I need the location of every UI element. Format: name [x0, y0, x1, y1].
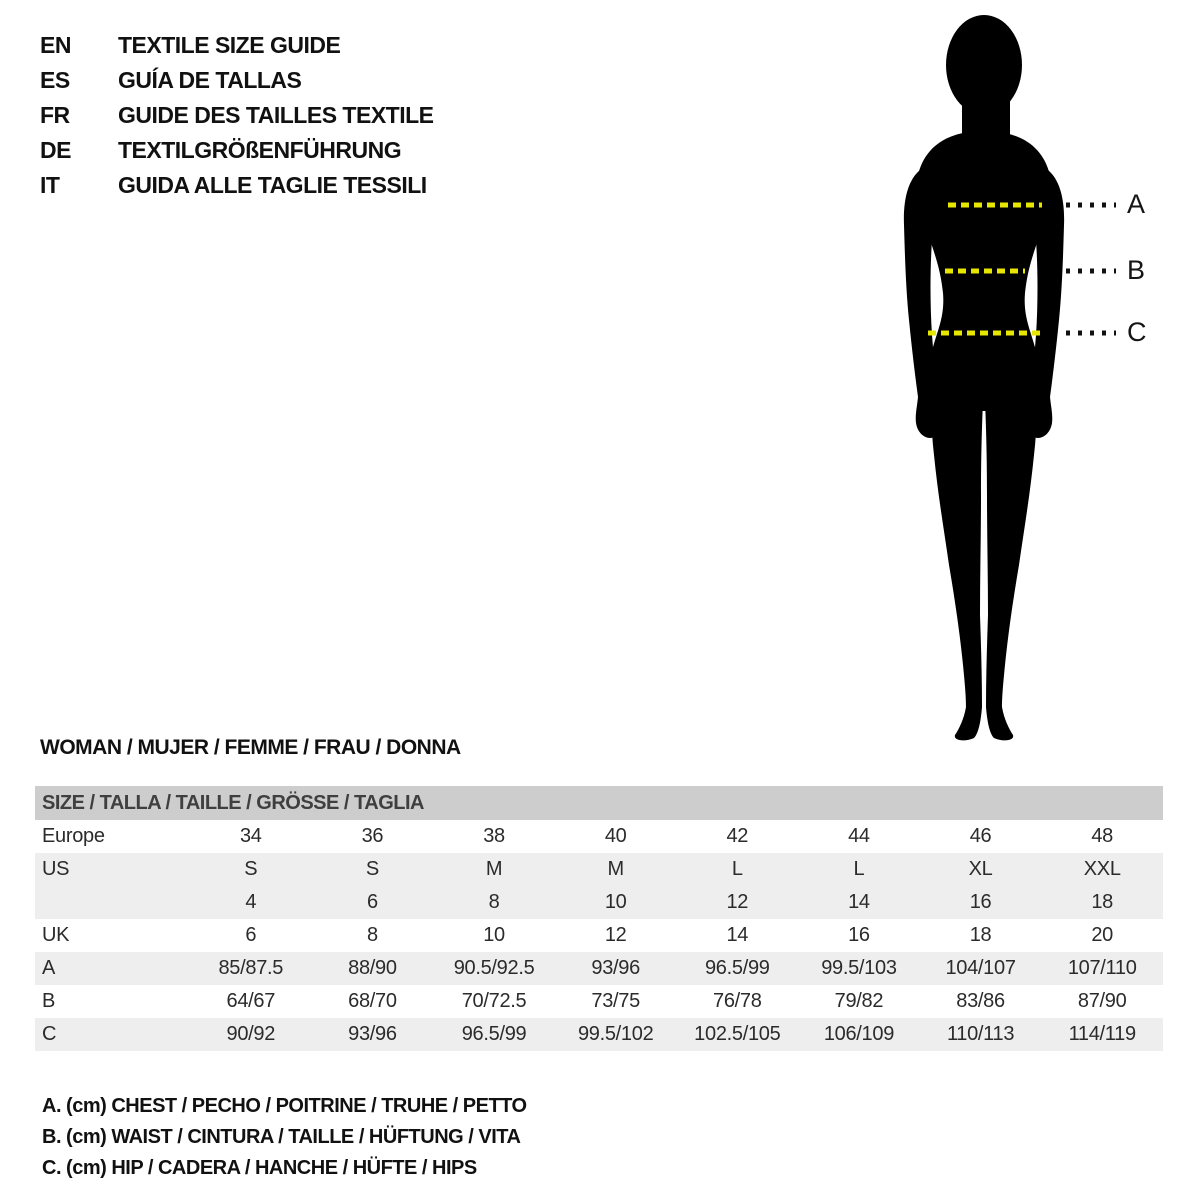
row-label: C [42, 1023, 57, 1045]
size-value: 104/107 [945, 957, 1016, 979]
size-value: 107/110 [1067, 957, 1137, 979]
size-value: 12 [604, 924, 627, 946]
size-value: 16 [969, 891, 992, 913]
language-list [40, 28, 434, 203]
size-value: 18 [1091, 891, 1114, 913]
size-value: 76/78 [713, 990, 762, 1012]
row-label [35, 886, 190, 919]
size-value: 10 [604, 891, 627, 913]
size-value: 85/87.5 [218, 957, 284, 979]
row-label: US [42, 858, 70, 880]
size-value: 90/92 [226, 1023, 276, 1045]
size-value: 46 [969, 825, 992, 847]
size-value: 79/82 [834, 990, 884, 1012]
size-value: L [853, 858, 865, 880]
size-value: 6 [245, 924, 257, 946]
language-code: FR [40, 102, 70, 128]
size-value: 8 [367, 924, 378, 946]
size-value: 48 [1091, 825, 1114, 847]
table-row [35, 886, 1163, 919]
marker-label-c: C [1127, 317, 1147, 347]
size-value: 96.5/99 [704, 957, 770, 979]
silhouette-left-leg [932, 355, 983, 740]
table-row [35, 820, 1163, 853]
size-value: 18 [969, 924, 992, 946]
language-code: ES [40, 67, 70, 93]
size-value: 42 [726, 825, 749, 847]
size-value: 88/90 [348, 957, 397, 979]
size-value: 14 [848, 891, 870, 913]
size-value: 99.5/103 [821, 957, 897, 979]
marker-label-a: A [1127, 189, 1146, 219]
table-row [35, 919, 1163, 952]
size-value: 12 [726, 891, 749, 913]
row-label: UK [42, 924, 70, 946]
size-value: S [365, 858, 379, 880]
size-value: 90.5/92.5 [453, 957, 535, 979]
language-title: GUÍA DE TALLAS [118, 67, 302, 93]
table-row [35, 985, 1163, 1018]
size-value: 8 [488, 891, 500, 913]
size-value: 44 [848, 825, 870, 847]
row-label: B [42, 990, 56, 1012]
size-value: 83/86 [956, 990, 1005, 1012]
size-value: 106/109 [823, 1023, 895, 1045]
language-code: DE [40, 137, 71, 163]
language-code: IT [40, 172, 60, 198]
table-header: SIZE / TALLA / TAILLE / GRÖSSE / TAGLIA [35, 786, 1163, 820]
size-value: 4 [245, 891, 257, 913]
list-item [40, 63, 434, 98]
marker-label-b: B [1127, 255, 1146, 285]
row-label: A [42, 957, 56, 979]
language-title: GUIDA ALLE TAGLIE TESSILI [118, 172, 427, 198]
language-title: GUIDE DES TAILLES TEXTILE [118, 102, 434, 128]
list-item [40, 168, 434, 203]
list-item [40, 133, 434, 168]
size-value: 36 [361, 825, 384, 847]
size-value: 73/75 [591, 990, 640, 1012]
language-title: TEXTILE SIZE GUIDE [118, 32, 341, 58]
size-value: 34 [239, 825, 262, 847]
size-value: 114/119 [1068, 1023, 1136, 1045]
list-item [40, 98, 434, 133]
size-value: S [244, 858, 258, 880]
size-value: 20 [1091, 924, 1114, 946]
language-title: TEXTILGRÖßENFÜHRUNG [118, 137, 402, 163]
size-value: 6 [367, 891, 378, 913]
size-value: 14 [726, 924, 749, 946]
language-code: EN [40, 32, 71, 58]
size-value: 16 [848, 924, 870, 946]
section-title: WOMAN / MUJER / FEMME / FRAU / DONNA [40, 736, 461, 759]
size-value: XXL [1083, 858, 1121, 880]
table-row [35, 952, 1163, 985]
woman-silhouette-figure [860, 5, 1160, 750]
size-value: 38 [483, 825, 505, 847]
size-value: 10 [483, 924, 505, 946]
legend-waist: B. (cm) WAIST / CINTURA / TAILLE / HÜFTUNG / VITA [42, 1126, 521, 1148]
size-value: 68/70 [348, 990, 397, 1012]
size-value: 64/67 [226, 990, 276, 1012]
size-value: 102.5/105 [694, 1023, 781, 1045]
size-value: M [607, 858, 624, 880]
size-value: 110/113 [946, 1023, 1015, 1045]
measurement-legend [42, 1091, 527, 1184]
size-value: M [485, 858, 503, 880]
size-value: 99.5/102 [577, 1023, 654, 1045]
size-value: L [731, 858, 743, 880]
size-value: 93/96 [348, 1023, 397, 1045]
row-label: Europe [42, 825, 105, 847]
table-row [35, 1018, 1163, 1051]
legend-chest: A. (cm) CHEST / PECHO / POITRINE / TRUHE / PETTO [42, 1095, 527, 1117]
table-row [35, 853, 1163, 886]
size-table [35, 786, 1163, 1051]
size-value: 96.5/99 [461, 1023, 527, 1045]
legend-hip: C. (cm) HIP / CADERA / HANCHE / HÜFTE / HIPS [42, 1157, 477, 1179]
list-item [40, 28, 434, 63]
size-value: XL [968, 858, 993, 880]
size-value: 40 [604, 825, 627, 847]
silhouette-right-leg [985, 355, 1036, 740]
size-value: 70/72.5 [461, 990, 527, 1012]
size-value: 87/90 [1077, 990, 1127, 1012]
size-value: 93/96 [591, 957, 640, 979]
